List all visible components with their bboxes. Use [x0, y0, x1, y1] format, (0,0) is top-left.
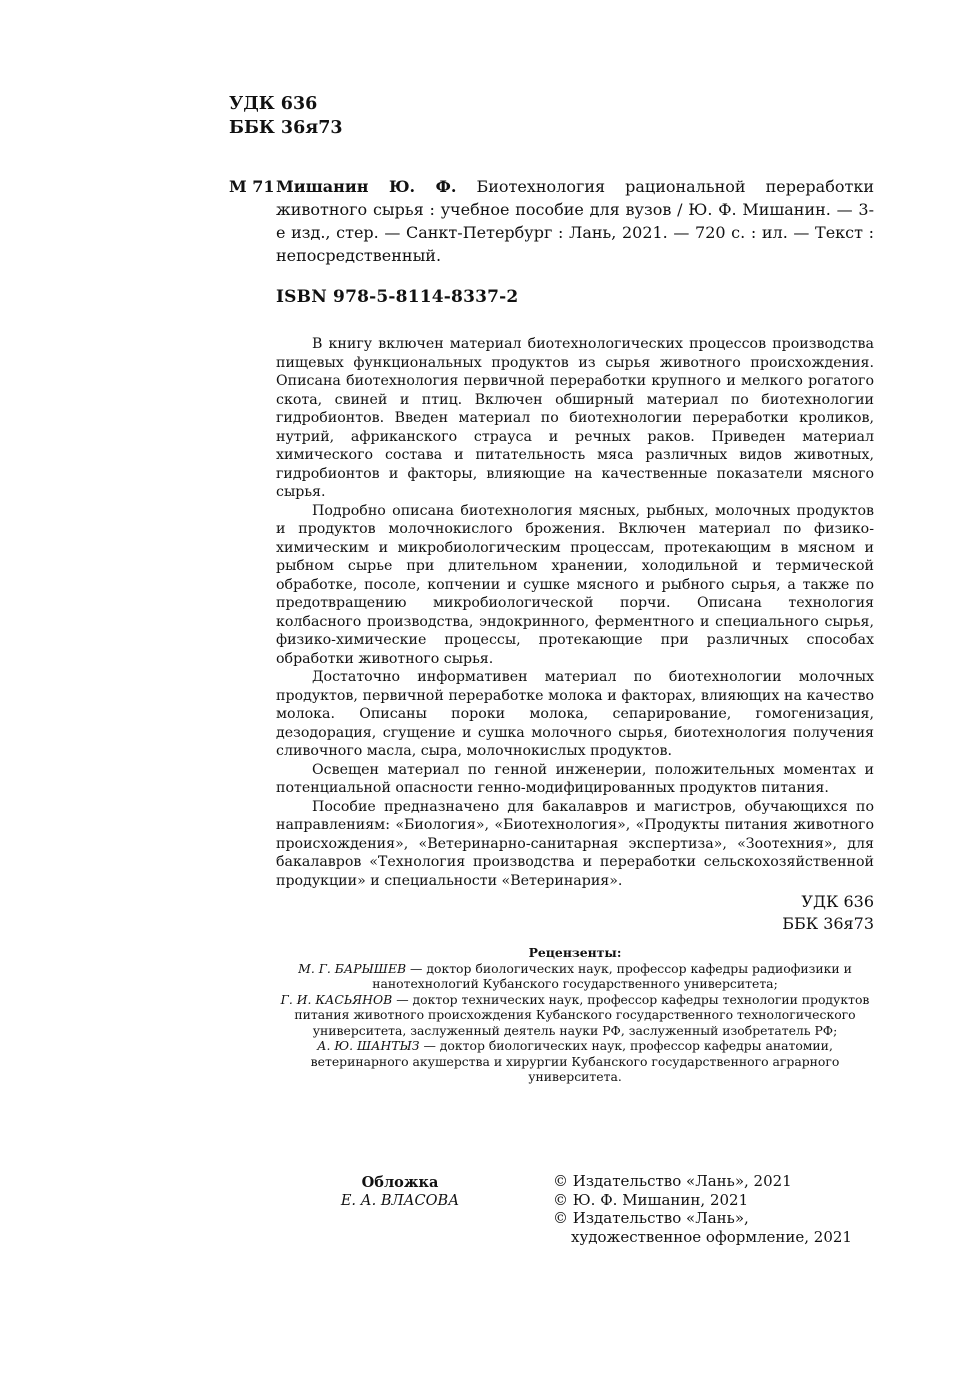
udk-code: УДК 636 — [229, 94, 318, 114]
abstract-paragraph: Пособие предназначено для бакалавров и магистров, обучающихся по направлениям: «Биология», «Биотехнология», «Продукты питания животного происхождения», «Ветеринарно-санитарная экспертиза», «Зоотехния», для бакалавров «Технология производства и переработки сельскохозяйственной продукции» и специальности «Ветеринария». — [276, 798, 874, 889]
author-name: Мишанин Ю. Ф. — [276, 177, 457, 196]
udk-code: УДК 636 — [801, 892, 874, 911]
abstract-paragraph: Достаточно информативен материал по биотехнологии молочных продуктов, первичной переработке молока и факторах, влияющих на качество молока. Описаны пороки молока, сепарирование, гомогенизация, дезодорация, сгущение и сушка молочного сырья, биотехнология получения сливочного масла, сыра, молочнокислых продуктов. — [276, 669, 874, 759]
bbk-code: ББК 36я73 — [782, 914, 874, 933]
copyright-line: © Издательство «Лань», — [553, 1209, 749, 1227]
cover-credit — [300, 1174, 500, 1210]
bibliographic-description — [276, 175, 874, 267]
reviewer-credentials: — доктор биологических наук, профессор кафедры радиофизики и нанотехнологий Кубанского государственного университета; — [372, 960, 852, 991]
bibliographic-details: Биотехнология рациональной переработки животного сырья : учебное пособие для вузов / Ю. Ф. Мишанин. — 3-е изд., стер. — Санкт-Петербург : Лань, 2021. — 720 с. : ил. — Текст : непосредственный. — [276, 177, 874, 265]
reviewer-credentials: — доктор биологических наук, профессор кафедры анатомии, ветеринарного акушерства и хирургии Кубанского государственного аграрного университета. — [310, 1038, 840, 1084]
reviewer-name: Г. И. КАСЬЯНОВ — [280, 991, 393, 1007]
cover-title: Обложка — [361, 1174, 439, 1191]
copyright-line: © Издательство «Лань», 2021 — [553, 1172, 792, 1190]
reviewer-entry — [276, 961, 874, 992]
reviewer-credentials: — доктор технических наук, профессор кафедры технологии продуктов питания животного происхождения Кубанского государственного технологического университета, заслуженный деятель науки РФ, заслуженный изобретатель РФ; — [294, 991, 870, 1038]
isbn: ISBN 978-5-8114-8337-2 — [276, 287, 519, 307]
reviewer-entry — [276, 1038, 874, 1085]
abstract — [276, 335, 874, 890]
abstract-paragraph: Освещен материал по генной инженерии, положительных моментах и потенциальной опасности генно-модифицированных продуктов питания. — [276, 761, 874, 796]
reviewer-entry — [276, 992, 874, 1039]
copyright-line: художественное оформление, 2021 — [571, 1227, 852, 1246]
classification-codes-bottom — [782, 891, 874, 935]
author-mark: М 71 — [229, 177, 275, 196]
bbk-code: ББК 36я73 — [229, 118, 343, 138]
reviewer-name: М. Г. БАРЫШЕВ — [298, 960, 407, 976]
classification-codes-top — [229, 92, 343, 140]
bibliographic-record — [229, 175, 874, 267]
reviewer-name: А. Ю. ШАНТЫЗ — [317, 1038, 420, 1053]
copyright-block — [553, 1172, 852, 1246]
cover-designer: Е. А. ВЛАСОВА — [340, 1193, 460, 1209]
reviewers-title: Рецензенты: — [528, 945, 622, 960]
abstract-paragraph: Подробно описана биотехнология мясных, рыбных, молочных продуктов и продуктов молочнокислого брожения. Включен материал по физико-химическим и микробиологическим процессам, протекающим в мясном и рыбном сырье при длительном хранении, холодильной и термической обработке, посоле, копчении и сушке мясного и рыбного сырья, а также по предотвращению микробиологической порчи. Описана технология колбасного производства, эндокринного, ферментного и специального сырья, физико-химические процессы, протекающие при различных способах обработки животного сырья. — [276, 502, 874, 667]
abstract-paragraph: В книгу включен материал биотехнологических процессов производства пищевых функциональных продуктов из сырья животного происхождения. Описана биотехнология первичной переработки крупного и мелкого рогатого скота, свиней и птиц. Включен обширный материал по биотехнологии гидробионтов. Введен материал по биотехнологии переработки кроликов, нутрий, африканского страуса и речных раков. Приведен материал химического состава и питательность мяса различных видов животных, гидробионтов и факторы, влияющие на качественные показатели мясного сырья. — [276, 336, 874, 500]
copyright-line: © Ю. Ф. Мишанин, 2021 — [553, 1190, 749, 1209]
reviewers-block — [276, 945, 874, 1085]
